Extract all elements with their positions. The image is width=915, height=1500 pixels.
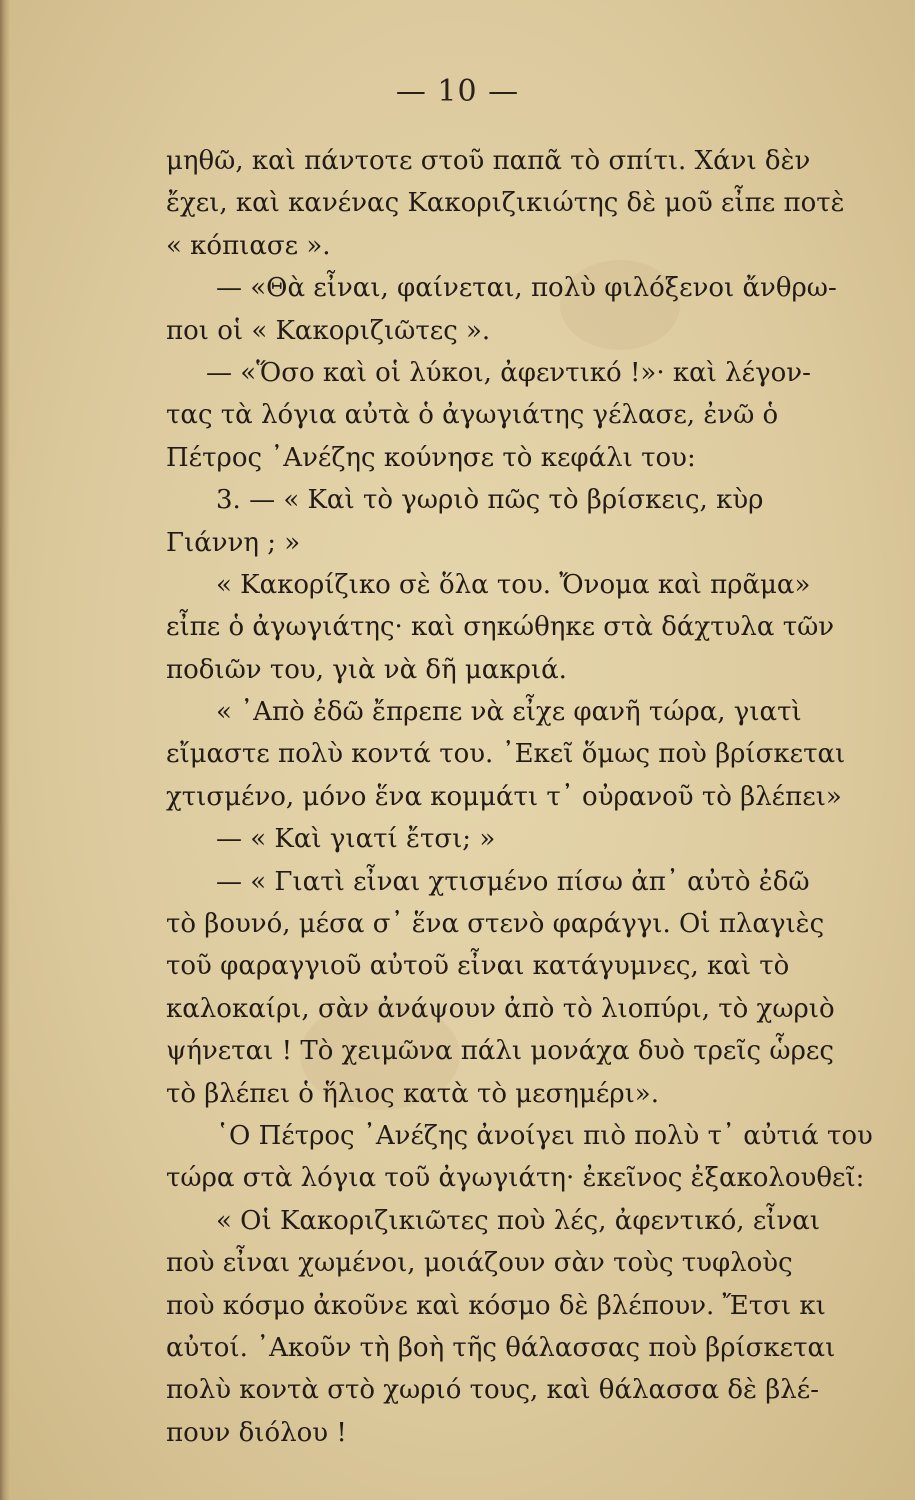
text-line: ῾Ο Πέτρος ᾿Ανέζης ἀνοίγει πιὸ πολὺ τ᾿ αὐτιά του	[216, 1120, 873, 1151]
text-line: ποὺ κόσμο ἀκοῦνε καὶ κόσμο δὲ βλέπουν. Ἔτσι κι	[166, 1290, 826, 1321]
text-line: τώρα στὰ λόγια τοῦ ἀγωγιάτη· ἐκεῖνος ἐξακολουθεῖ:	[166, 1163, 865, 1194]
text-line: 3. — « Καὶ τὸ γωριὸ πῶς τὸ βρίσκεις, κὺρ	[216, 485, 764, 516]
text-line: ἔχει, καὶ κανένας Κακοριζικιώτης δὲ μοῦ εἶπε ποτὲ	[166, 188, 845, 219]
text-line: — «Ὅσο καὶ οἱ λύκοι, ἀφεντικό !»· καὶ λέγον-	[206, 357, 811, 388]
text-line: χτισμένο, μόνο ἕνα κομμάτι τ᾿ οὐρανοῦ τὸ βλέπει»	[166, 781, 842, 812]
text-line: « κόπιασε ».	[166, 230, 331, 261]
text-line: « Οἱ Κακοριζικιῶτες ποὺ λές, ἀφεντικό, εἶναι	[216, 1205, 821, 1236]
page-number: — 10 —	[395, 74, 520, 109]
text-line: « Κακορίζικο σὲ ὅλα του. Ὄνομα καὶ πρᾶμα»	[216, 569, 811, 600]
text-line: τας τὰ λόγια αὐτὰ ὁ ἀγωγιάτης γέλασε, ἐνῶ ὁ	[166, 400, 779, 431]
text-line: τοῦ φαραγγιοῦ αὐτοῦ εἶναι κατάγυμνες, καὶ τὸ	[166, 951, 790, 982]
text-line: πολὺ κοντὰ στὸ χωριό τους, καὶ θάλασσα δὲ βλέ-	[166, 1375, 820, 1406]
text-line: ποδιῶν του, γιὰ νὰ δῆ μακριά.	[166, 654, 567, 685]
text-line: μηθῶ, καὶ πάντοτε στοῦ παπᾶ τὸ σπίτι. Χάνι δὲν	[166, 146, 811, 176]
text-line: τὸ βλέπει ὁ ἥλιος κατὰ τὸ μεσημέρι».	[166, 1078, 659, 1109]
text-line: εἶπε ὁ ἀγωγιάτης· καὶ σηκώθηκε στὰ δάχτυλα τῶν	[166, 612, 835, 643]
text-line: τὸ βουνό, μέσα σ᾿ ἕνα στενὸ φαράγγι. Οἱ πλαγιὲς	[166, 909, 825, 940]
text-line: ποι οἱ « Κακοριζιῶτες ».	[166, 315, 491, 346]
text-line: Πέτρος ᾿Ανέζης κούνησε τὸ κεφάλι του:	[166, 442, 696, 473]
text-line: αὐτοί. ᾿Ακοῦν τὴ βοὴ τῆς θάλασσας ποὺ βρίσκεται	[166, 1332, 836, 1363]
body-text	[166, 140, 915, 1454]
text-line: εἴμαστε πολὺ κοντά του. ᾿Εκεῖ ὅμως ποὺ βρίσκεται	[166, 739, 846, 770]
text-line: — « Καὶ γιατί ἔτσι; »	[216, 824, 496, 855]
text-line: Γιάννη ; »	[166, 527, 301, 558]
text-line: — «Θὰ εἶναι, φαίνεται, πολὺ φιλόξενοι ἄνθρω-	[216, 273, 837, 304]
text-line: πουν διόλου !	[166, 1417, 347, 1448]
text-line: — « Γιατὶ εἶναι χτισμένο πίσω ἀπ᾿ αὐτὸ ἐδῶ	[216, 866, 810, 897]
text-line: ποὺ εἶναι χωμένοι, μοιάζουν σὰν τοὺς τυφλοὺς	[166, 1248, 793, 1279]
text-line: καλοκαίρι, σὰν ἀνάψουν ἀπὸ τὸ λιοπύρι, τὸ χωριὸ	[166, 993, 835, 1024]
text-line: « ᾿Απὸ ἐδῶ ἔπρεπε νὰ εἶχε φανῆ τώρα, γιατὶ	[216, 697, 802, 728]
binding-edge	[0, 0, 10, 1500]
text-line: ψήνεται ! Τὸ χειμῶνα πάλι μονάχα δυὸ τρεῖς ὧρες	[166, 1036, 834, 1067]
